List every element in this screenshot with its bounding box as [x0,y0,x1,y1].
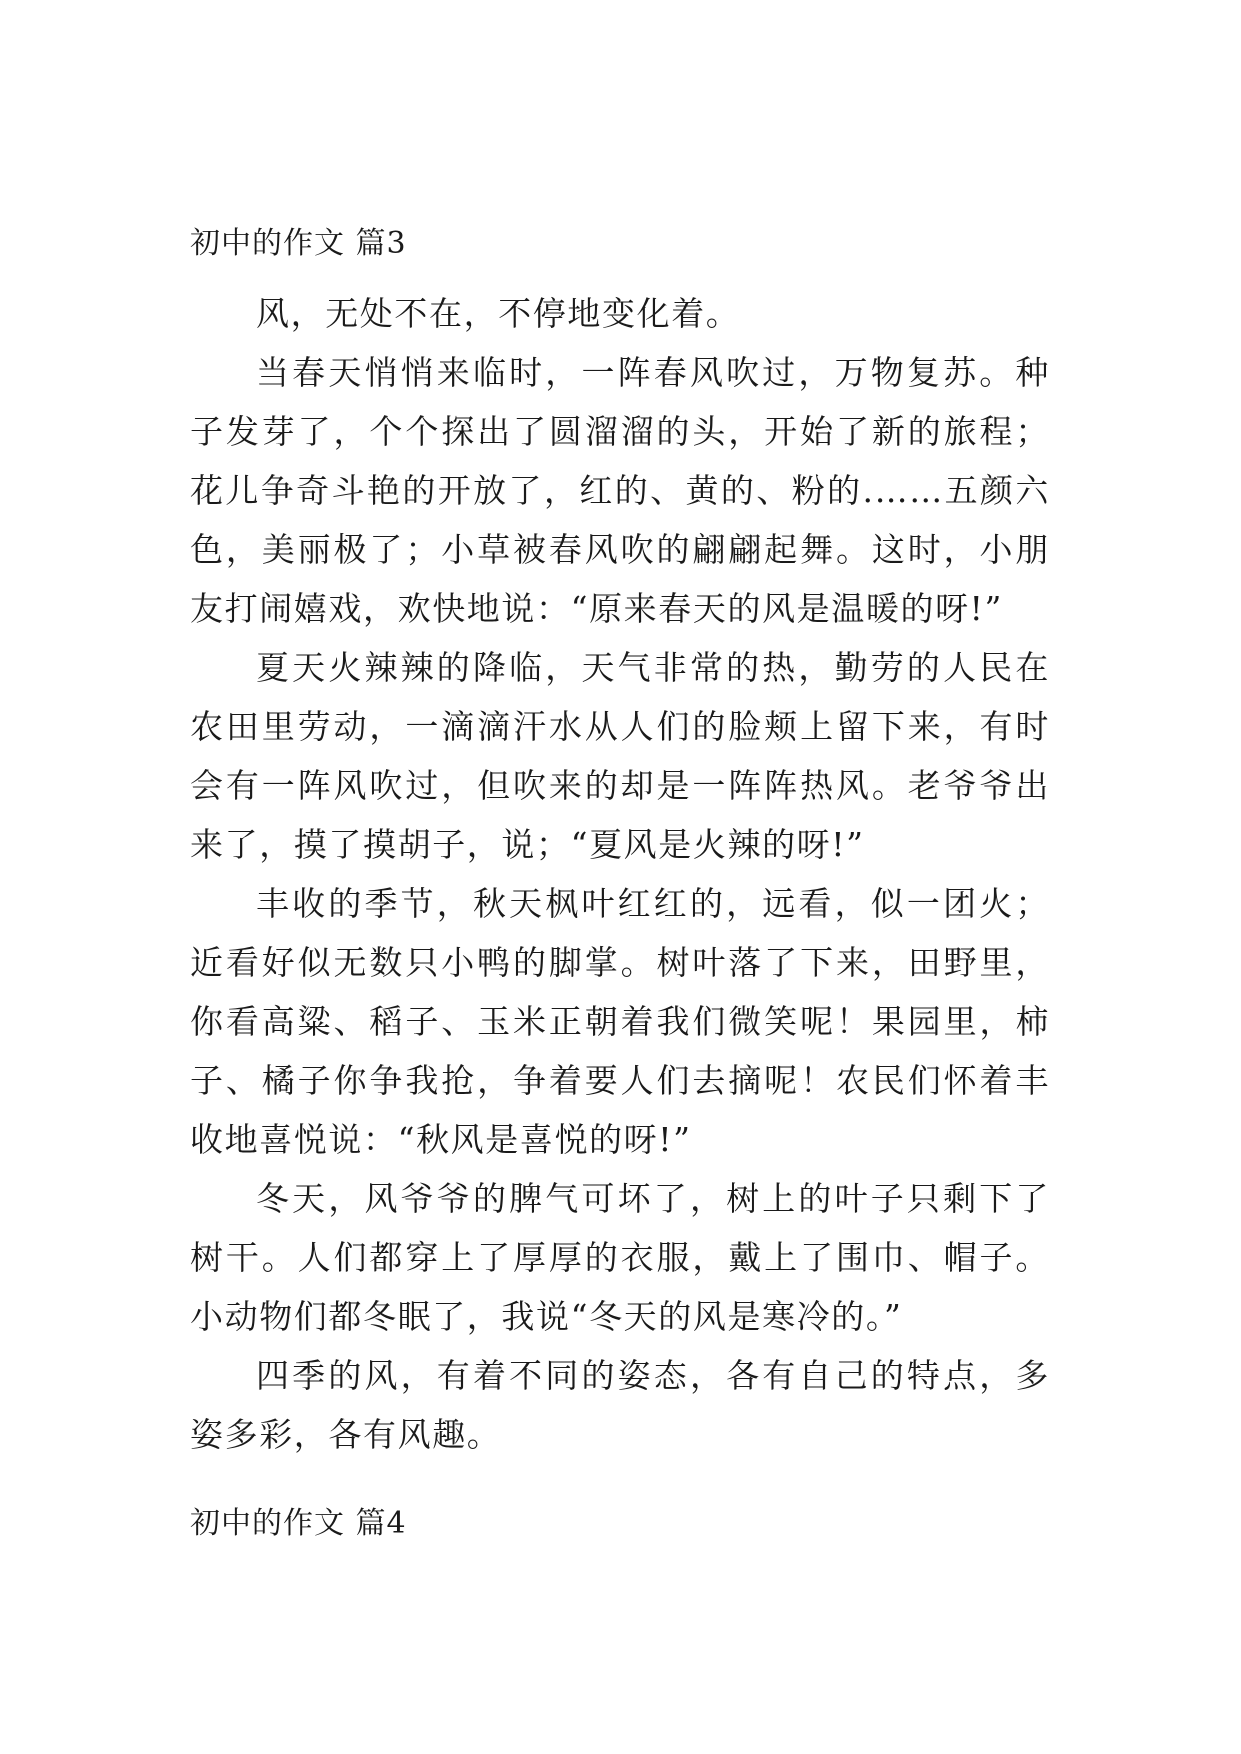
paragraph: 四季的风，有着不同的姿态，各有自己的特点，多姿多彩，各有风趣。 [190,1356,1050,1454]
section-title: 初中的作文 篇3 [190,226,407,261]
paragraph: 夏天火辣辣的降临，天气非常的热，勤劳的人民在农田里劳动，一滴滴汗水从人们的脸颊上留下来，有时会有一阵风吹过，但吹来的却是一阵阵热风。老爷爷出来了，摸了摸胡子，说；“夏风是火辣的呀!” [190,648,1050,864]
paragraph: 风，无处不在，不停地变化着。 [256,294,741,333]
section-title: 初中的作文 篇4 [190,1506,407,1541]
paragraph: 冬天，风爷爷的脾气可坏了，树上的叶子只剩下了树干。人们都穿上了厚厚的衣服，戴上了围巾、帽子。小动物们都冬眠了，我说“冬天的风是寒冷的。” [190,1179,1050,1336]
paragraph: 丰收的季节，秋天枫叶红红的，远看，似一团火；近看好似无数只小鸭的脚掌。树叶落了下来，田野里，你看高粱、稻子、玉米正朝着我们微笑呢！果园里，柿子、橘子你争我抢，争着要人们去摘呢！农民们怀着丰收地喜悦说：“秋风是喜悦的呀!” [190,884,1050,1159]
paragraph: 当春天悄悄来临时，一阵春风吹过，万物复苏。种子发芽了，个个探出了圆溜溜的头，开始了新的旅程；花儿争奇斗艳的开放了，红的、黄的、粉的.……五颜六色，美丽极了；小草被春风吹的翩翩起舞。这时，小朋友打闹嬉戏，欢快地说：“原来春天的风是温暖的呀!” [190,353,1050,628]
essay-body [190,284,1050,1464]
